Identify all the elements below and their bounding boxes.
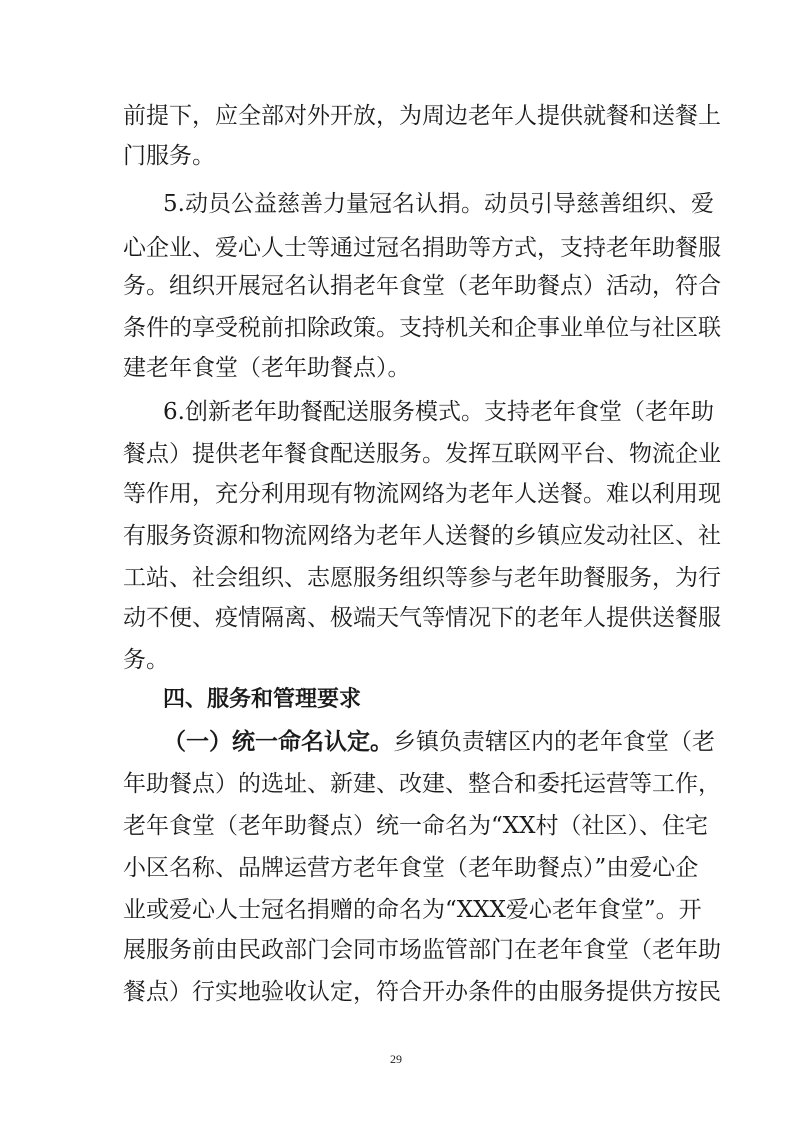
text-line: 老年食堂（老年助餐点）统一命名为“XX村（社区）、住宅 [123,813,709,839]
text-line: 动不便、疫情隔离、极端天气等情况下的老年人提供送餐服 [123,605,721,631]
text-line: 心企业、爱心人士等通过冠名捐助等方式，支持老年助餐服 [123,235,721,261]
page-number: 29 [390,1052,402,1066]
text-line: 餐点）行实地验收认定，符合开办条件的由服务提供方按民 [123,979,721,1005]
section-heading: 四、服务和管理要求 [163,687,362,712]
text-line: 工站、社会组织、志愿服务组织等参与老年助餐服务，为行 [123,565,721,591]
text-line: 有服务资源和物流网络为老年人送餐的乡镇应发动社区、社 [123,523,721,549]
text-line: 5.动员公益慈善力量冠名认捐。动员引导慈善组织、爱 [163,191,714,217]
text-line: 展服务前由民政部门会同市场监管部门在老年食堂（老年助 [123,937,721,963]
text-line: 前提下，应全部对外开放，为周边老年人提供就餐和送餐上 [123,103,721,129]
text-line: 小区名称、品牌运营方老年食堂（老年助餐点）”由爱心企 [123,855,699,881]
text-line: 门服务。 [123,143,215,169]
text-line: 年助餐点）的选址、新建、改建、整合和委托运营等工作， [123,771,721,797]
text-line: 6.创新老年助餐配送服务模式。支持老年食堂（老年助 [163,399,714,425]
text-line: 条件的享受税前扣除政策。支持机关和企事业单位与社区联 [123,315,721,341]
text-line: 餐点）提供老年餐食配送服务。发挥互联网平台、物流企业 [123,441,721,467]
text-line-with-lead [163,722,715,762]
text-line: 务。 [123,647,169,673]
text-line: 业或爱心人士冠名捐赠的命名为“XXX爱心老年食堂”。开 [123,897,702,923]
text-line-rest: 乡镇负责辖区内的老年食堂（老 [393,729,715,755]
bold-lead-text: （一）统一命名认定。 [163,728,393,755]
text-line: 务。组织开展冠名认捐老年食堂（老年助餐点）活动，符合 [123,273,721,299]
text-line: 等作用，充分利用现有物流网络为老年人送餐。难以利用现 [123,481,721,507]
text-line: 建老年食堂（老年助餐点）。 [123,355,411,381]
